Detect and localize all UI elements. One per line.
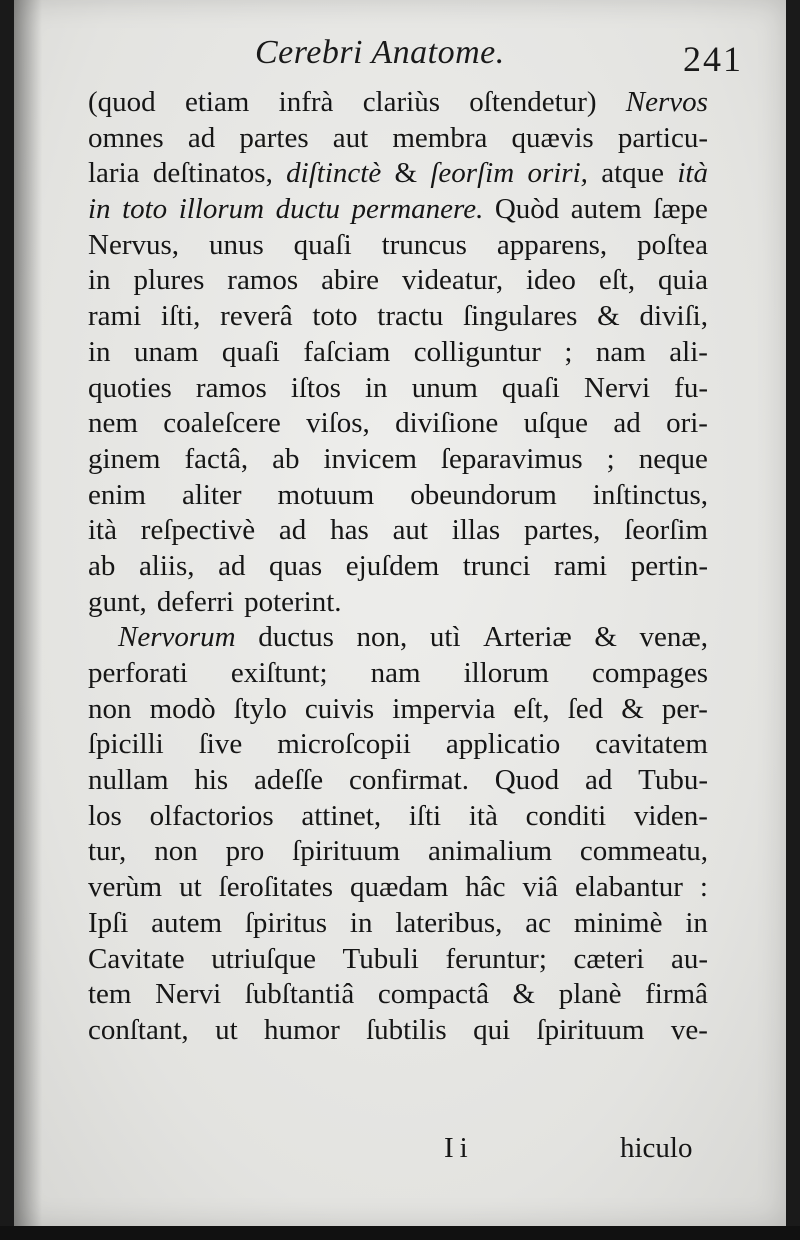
- word: motuum: [277, 478, 375, 511]
- word: colliguntur: [413, 335, 541, 368]
- word: animalium: [428, 835, 553, 868]
- word: planè: [558, 978, 622, 1011]
- word: quia: [658, 264, 708, 297]
- word: ad: [278, 514, 307, 547]
- word: ab: [272, 442, 300, 475]
- word: ità: [468, 799, 498, 832]
- word: quoties: [88, 371, 172, 404]
- word: rami: [553, 549, 608, 582]
- word: ſingulares: [463, 300, 578, 333]
- word: apparens,: [496, 228, 608, 261]
- word: applicatio: [445, 728, 561, 761]
- word: Cavitate: [88, 942, 185, 975]
- word: diviſione: [395, 407, 499, 440]
- word: elabantur: [574, 871, 683, 904]
- word: attinet,: [301, 799, 382, 832]
- text-line: [88, 693, 708, 729]
- word: trunci: [462, 549, 531, 582]
- word: ;: [606, 442, 615, 475]
- word: deſtinatos,: [152, 157, 273, 190]
- word: &: [512, 978, 536, 1011]
- text-line: [88, 193, 708, 229]
- word: Nervi: [584, 371, 651, 404]
- word: firmâ: [645, 978, 708, 1011]
- word: ſpicilli: [88, 728, 164, 761]
- word: exiſtunt;: [230, 657, 328, 689]
- word: ideo: [526, 264, 576, 297]
- word: unus: [208, 228, 264, 261]
- word: eſt,: [598, 264, 636, 297]
- italic-word: ſeorſim: [430, 157, 515, 190]
- word: quævis: [511, 121, 594, 154]
- word: illorum: [463, 657, 549, 689]
- running-head: [0, 34, 800, 84]
- word: iſti: [408, 799, 442, 832]
- word: faſciam: [303, 335, 391, 368]
- word: perforati: [88, 657, 188, 689]
- word: ad: [584, 764, 613, 797]
- text-line: [88, 300, 708, 336]
- italic-word: in: [88, 193, 111, 226]
- word: feruntur;: [445, 942, 547, 975]
- word: membra: [392, 121, 488, 154]
- word: invicem: [323, 442, 417, 475]
- word: Nervi: [155, 978, 222, 1011]
- word: nem: [88, 407, 138, 440]
- word: deferri: [156, 585, 235, 618]
- italic-word: ità: [677, 157, 708, 190]
- word: clariùs: [362, 86, 440, 118]
- word: eſt,: [513, 692, 550, 725]
- word: inſtinctus,: [592, 478, 708, 511]
- word: viſos,: [306, 407, 370, 440]
- text-line: [88, 657, 708, 693]
- word: has: [330, 514, 369, 547]
- word: nam: [595, 335, 646, 368]
- word: non: [88, 692, 132, 725]
- word: aut: [332, 121, 369, 154]
- word: &: [621, 692, 644, 725]
- word: nam: [370, 657, 421, 689]
- word: Tubuli: [342, 942, 419, 975]
- word: :: [699, 871, 708, 904]
- word: enim: [88, 478, 146, 511]
- text-line: [88, 479, 708, 515]
- catchword: hiculo: [620, 1132, 693, 1164]
- word: videatur,: [401, 264, 504, 297]
- word: lateribus,: [395, 906, 503, 939]
- word: tur,: [88, 835, 127, 868]
- word: confirmat.: [348, 764, 469, 797]
- italic-word: Nervorum: [118, 621, 236, 654]
- word: cavitatem: [595, 728, 708, 761]
- word: atque: [601, 157, 665, 190]
- word: ut: [179, 871, 202, 904]
- word: ſubtilis: [366, 1013, 447, 1046]
- word: &: [597, 300, 620, 333]
- word: in: [88, 264, 111, 297]
- word: ſpiritus: [244, 906, 328, 939]
- word: ità: [88, 514, 117, 547]
- word: obeundorum: [410, 478, 557, 511]
- word: in: [685, 906, 708, 939]
- word: diviſi,: [639, 300, 708, 333]
- italic-word: diſtinctè: [286, 157, 382, 190]
- text-line: [88, 871, 708, 907]
- word: quædam: [350, 871, 449, 904]
- word: compages: [592, 657, 708, 689]
- text-line: [88, 586, 708, 622]
- word: uſque: [523, 407, 589, 440]
- word: quas: [269, 549, 323, 582]
- word: quaſi: [221, 335, 280, 368]
- word: ſpirituum: [292, 835, 401, 868]
- word: microſcopii: [277, 728, 411, 761]
- text-line: [88, 407, 708, 443]
- word: minimè: [573, 906, 663, 939]
- italic-word: illorum: [178, 193, 265, 226]
- word: utì: [429, 621, 461, 654]
- word: ab: [88, 549, 116, 582]
- word: aut: [392, 514, 428, 547]
- word: neque: [638, 442, 708, 475]
- word: Ipſi: [88, 906, 129, 939]
- italic-word: ductu: [275, 193, 341, 226]
- text-line: [88, 943, 708, 979]
- word: hâc: [465, 871, 506, 904]
- word: in: [365, 371, 388, 404]
- word: olfactorios: [149, 799, 274, 832]
- word: modò: [149, 692, 216, 725]
- word: ejuſdem: [345, 549, 440, 582]
- word: tem: [88, 978, 132, 1011]
- page-number: 241: [683, 39, 743, 79]
- word: Tubu-: [638, 764, 708, 797]
- word: abire: [321, 264, 380, 297]
- word: his: [194, 764, 229, 797]
- word: gunt,: [88, 585, 147, 618]
- word: Quod: [494, 764, 560, 797]
- word: conditi: [525, 799, 607, 832]
- word: ſeroſitates: [218, 871, 333, 904]
- word: coaleſcere: [163, 407, 281, 440]
- word: ramos: [227, 264, 299, 297]
- word: pertin-: [630, 549, 708, 582]
- word: pro: [225, 835, 265, 868]
- word: viden-: [633, 799, 708, 832]
- word: impervia: [392, 692, 496, 725]
- word: particu-: [617, 121, 708, 154]
- word: Arteriæ: [483, 621, 572, 654]
- word: poterint.: [244, 585, 342, 618]
- word: ori-: [666, 407, 708, 440]
- body-text: [88, 86, 708, 1050]
- word: ſubſtantiâ: [244, 978, 355, 1011]
- text-line: [88, 728, 708, 764]
- italic-word: toto: [122, 193, 168, 226]
- word: aliter: [181, 478, 242, 511]
- word: autem: [151, 906, 222, 939]
- word: ſeparavimus: [440, 442, 583, 475]
- word: non: [154, 835, 198, 868]
- word: partes: [239, 121, 309, 154]
- word: in: [349, 906, 373, 939]
- word: (quod: [88, 86, 156, 118]
- text-line: [88, 1014, 708, 1050]
- word: qui: [473, 1013, 511, 1046]
- text-line: [88, 907, 708, 943]
- word: los: [88, 799, 122, 832]
- italic-word: Nervos: [625, 86, 708, 118]
- text-line: [88, 978, 708, 1014]
- word: quaſi: [501, 371, 560, 404]
- word: reſpectivè: [140, 514, 256, 547]
- word: ſive: [198, 728, 243, 761]
- word: fu-: [674, 371, 708, 404]
- text-line: [88, 835, 708, 871]
- word: Quòd: [494, 193, 560, 226]
- word: rami: [88, 300, 142, 333]
- word: venæ,: [639, 621, 708, 654]
- word: omnes: [88, 121, 164, 154]
- word: reverâ: [220, 300, 293, 333]
- word: Nervus,: [88, 228, 180, 261]
- word: aliis,: [138, 549, 195, 582]
- word: ad: [218, 549, 246, 582]
- word: ve-: [670, 1013, 708, 1046]
- word: autem: [570, 193, 642, 226]
- word: iſti,: [160, 300, 201, 333]
- text-line: [88, 621, 708, 657]
- word: oſtendetur): [469, 86, 597, 118]
- gutter-shadow: [14, 0, 42, 1226]
- word: ut: [215, 1013, 238, 1046]
- word: &: [394, 157, 418, 190]
- text-line: [88, 443, 708, 479]
- word: ;: [564, 335, 573, 368]
- word: truncus: [381, 228, 467, 261]
- word: humor: [264, 1013, 340, 1046]
- text-line: [88, 372, 708, 408]
- word: compactâ: [377, 978, 489, 1011]
- word: commeatu,: [579, 835, 708, 868]
- word: unum: [411, 371, 478, 404]
- text-line: [88, 229, 708, 265]
- word: tractu: [377, 300, 444, 333]
- word: ad: [613, 407, 641, 440]
- word: poſtea: [637, 228, 708, 261]
- text-line: [88, 157, 708, 193]
- word: in: [88, 335, 111, 368]
- word: ſed: [567, 692, 604, 725]
- word: &: [594, 621, 617, 654]
- word: cæteri: [573, 942, 645, 975]
- word: verùm: [88, 871, 163, 904]
- word: ſpirituum: [536, 1013, 645, 1046]
- word: ad: [187, 121, 216, 154]
- word: au-: [670, 942, 708, 975]
- word: unam: [134, 335, 199, 368]
- word: plures: [133, 264, 205, 297]
- word: partes,: [523, 514, 601, 547]
- word: ſtylo: [233, 692, 287, 725]
- signature-mark: Ii: [444, 1132, 474, 1164]
- word: quaſi: [293, 228, 352, 261]
- word: ramos: [195, 371, 267, 404]
- word: per-: [661, 692, 708, 725]
- text-line: [88, 800, 708, 836]
- word: ginem: [88, 442, 161, 475]
- text-line: [88, 86, 708, 122]
- word: non,: [356, 621, 408, 654]
- word: utriuſque: [211, 942, 316, 975]
- word: ſæpe: [653, 193, 708, 226]
- word: ſeorſim: [624, 514, 708, 547]
- page-bottom-edge: [0, 1226, 800, 1240]
- word: factâ,: [184, 442, 249, 475]
- text-line: [88, 550, 708, 586]
- word: conſtant,: [88, 1013, 189, 1046]
- word: cuivis: [304, 692, 375, 725]
- word: etiam: [184, 86, 250, 118]
- word: ductus: [258, 621, 334, 654]
- text-line: [88, 264, 708, 300]
- word: illas: [451, 514, 501, 547]
- word: nullam: [88, 764, 169, 797]
- word: adeſſe: [253, 764, 324, 797]
- text-line: [88, 336, 708, 372]
- italic-word: oriri,: [527, 157, 588, 190]
- word: infrà: [278, 86, 334, 118]
- text-line: [88, 764, 708, 800]
- word: iſtos: [290, 371, 341, 404]
- word: laria: [88, 157, 140, 190]
- text-line: [88, 122, 708, 158]
- word: toto: [312, 300, 358, 333]
- word: ac: [525, 906, 552, 939]
- word: ali-: [669, 335, 708, 368]
- word: viâ: [522, 871, 558, 904]
- running-head-title: Cerebri Anatome.: [255, 34, 505, 71]
- italic-word: permanere.: [351, 193, 484, 226]
- text-line: [88, 514, 708, 550]
- page-footer: [0, 1132, 800, 1172]
